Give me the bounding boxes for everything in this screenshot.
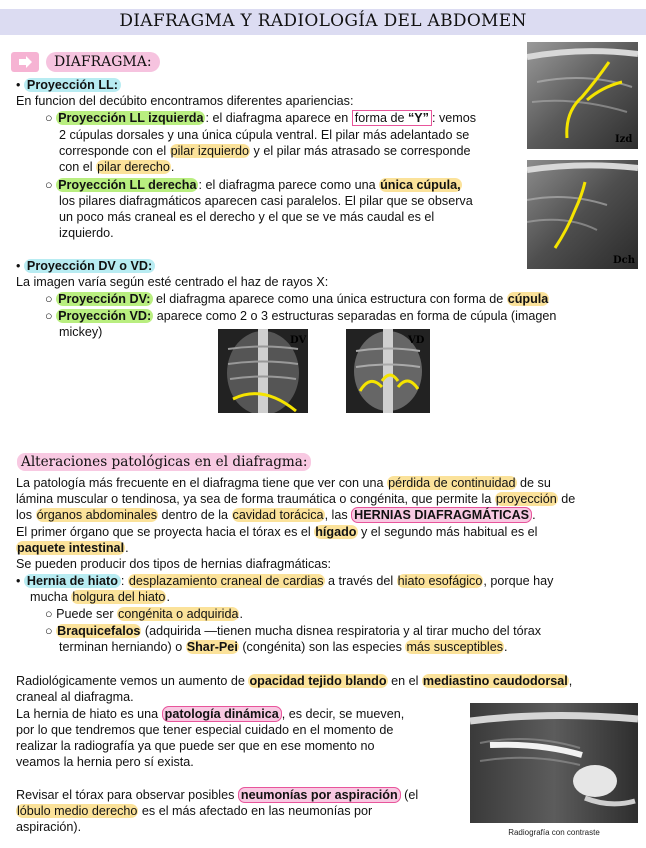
arrow-right-icon	[11, 52, 39, 72]
contrast-caption: Radiografía con contraste	[508, 828, 600, 837]
xray-ll-derecha	[527, 160, 638, 269]
xray-ll-izquierda-drawing	[527, 42, 638, 149]
radio-line2: craneal al diafragma.	[16, 690, 134, 704]
hiato-line1: • Hernia de hiato : desplazamiento craneal de cardias a través del hiato esofágico, porque hay	[16, 574, 554, 588]
xray-ll-derecha-drawing	[527, 160, 638, 269]
radio-line5: realizar la radiografía ya que puede ser que en ese momento no	[16, 739, 375, 753]
dv-label: DV	[290, 335, 307, 346]
radio-line3: La hernia de hiato es una patología dinámica , es decir, se mueven,	[16, 707, 405, 721]
xray-ll-izquierda	[527, 42, 638, 149]
radio-line1: Radiológicamente vemos un aumento de opacidad tejido blando en el mediastino caudodorsal,	[16, 674, 573, 688]
section-heading-diafragma: DIAFRAGMA:	[46, 52, 160, 72]
ll-left-line4: con el pilar derecho.	[59, 160, 175, 174]
alt-p4: El primer órgano que se proyecta hacia el tórax es el hígado y el segundo más habitual es el	[16, 525, 538, 539]
radio-line8: lóbulo medio derecho es el más afectado en las neumonías por	[17, 804, 373, 818]
xray-vd-drawing	[346, 329, 430, 413]
braqui-line2: terminan herniando) o Shar-Pei (congénita) son las especies más susceptibles.	[59, 640, 508, 654]
radio-line6: veamos la hernia pero sí exista.	[16, 755, 194, 769]
ll-intro: En funcion del decúbito encontramos diferentes apariencias:	[16, 94, 354, 108]
vd-line2: mickey)	[59, 325, 103, 339]
puede-line: ○ Puede ser congénita o adquirida.	[45, 607, 243, 621]
radio-line7: Revisar el tórax para observar posibles neumonías por aspiración (el	[16, 788, 419, 802]
ll-heading-line: • Proyección LL:	[16, 77, 121, 93]
ll-right-line3: un poco más craneal es el derecho y el que se ve más caudal es el	[59, 210, 435, 224]
xray-dv-drawing	[218, 329, 308, 413]
xray-contrast	[470, 703, 638, 823]
vd-label: VD	[408, 335, 425, 346]
alt-p6: Se pueden producir dos tipos de hernias diafragmáticas:	[16, 557, 332, 571]
ll-heading: Proyección LL:	[24, 78, 121, 92]
hernias-box: HERNIAS DIAFRAGMÁTICAS	[351, 507, 532, 523]
dch-label: Dch	[613, 255, 636, 266]
dv-heading: Proyección DV o VD:	[24, 259, 155, 273]
dv-intro: La imagen varía según esté centrado el haz de rayos X:	[16, 275, 329, 289]
alt-p5: paquete intestinal.	[17, 541, 129, 555]
alt-p2: lámina muscular o tendinosa, ya sea de forma traumática o congénita, que permite la proyección de	[16, 492, 576, 506]
dv-heading-line: • Proyección DV o VD:	[16, 258, 155, 274]
hiato-line2: mucha holgura del hiato.	[30, 590, 170, 604]
xray-contrast-drawing	[470, 703, 638, 823]
forma-y-box: forma de “Y”	[352, 110, 432, 126]
ll-left-line2: 2 cúpulas dorsales y una única cúpula ventral. El pilar más adelantado se	[59, 128, 470, 142]
ll-left-line3: corresponde con el pilar izquierdo y el pilar más atrasado se corresponde	[59, 144, 471, 158]
radio-line9: aspiración).	[16, 820, 82, 834]
alteraciones-heading: Alteraciones patológicas en el diafragma:	[17, 453, 311, 471]
ll-right-line1: ○ Proyección LL derecha : el diafragma parece como una única cúpula,	[45, 178, 461, 192]
dv-line: ○ Proyección DV: el diafragma aparece como una única estructura con forma de cúpula	[45, 292, 549, 306]
arrow-icon-box	[11, 52, 39, 72]
radio-line4: por lo que tendremos que tener especial cuidado en el momento de	[16, 723, 394, 737]
page-title: DIAFRAGMA Y RADIOLOGÍA DEL ABDOMEN	[119, 11, 527, 31]
neumonias-box: neumonías por aspiración	[238, 787, 401, 803]
vd-line: ○ Proyección VD: aparece como 2 o 3 estructuras separadas en forma de cúpula (imagen	[45, 309, 557, 323]
ll-right-line4: izquierdo.	[59, 226, 114, 240]
xray-dv	[218, 329, 308, 413]
izd-label: Izd	[615, 134, 633, 145]
xray-vd	[346, 329, 430, 413]
ll-right-line2: los pilares diafragmáticos aparecen casi paralelos. El pilar que se observa	[59, 194, 473, 208]
braqui-line1: ○ Braquicefalos (adquirida —tienen mucha disnea respiratoria y al tirar mucho del tórax	[45, 624, 542, 638]
alt-p3: los órganos abdominales dentro de la cavidad torácica, las HERNIAS DIAFRAGMÁTICAS .	[16, 508, 536, 522]
ll-left-line1: ○ Proyección LL izquierda : el diafragma aparece en forma de “Y” : vemos	[45, 111, 477, 125]
dinamica-box: patología dinámica	[162, 706, 282, 722]
alt-p1: La patología más frecuente en el diafragma tiene que ver con una pérdida de continuidad de su	[16, 476, 551, 490]
